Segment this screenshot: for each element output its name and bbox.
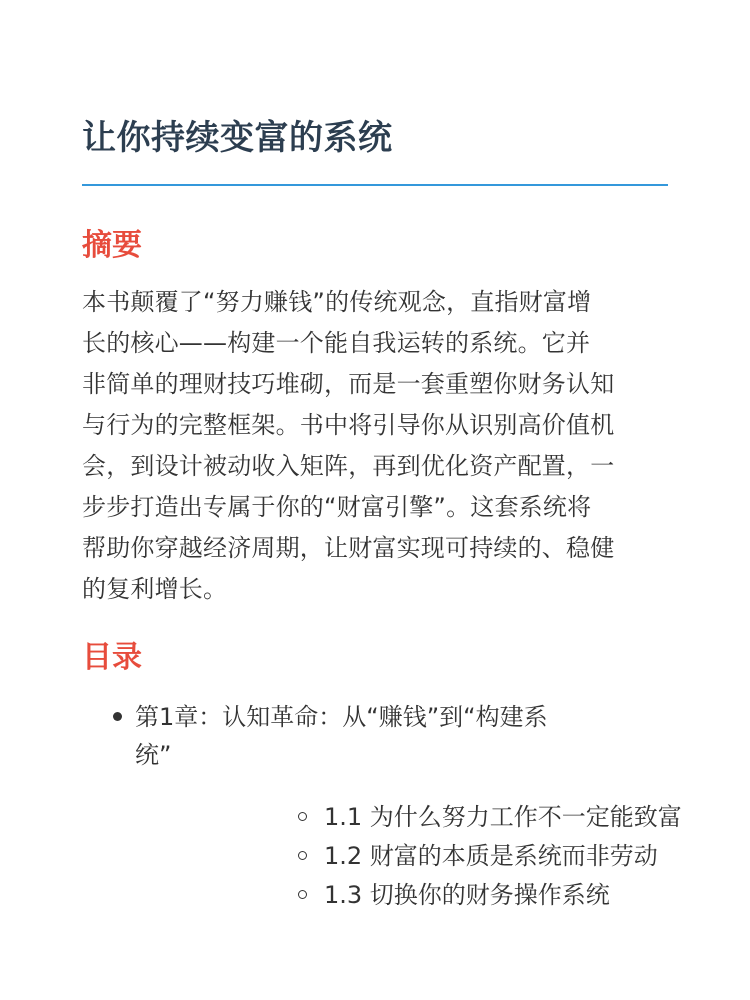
summary-line: 的复利增长。: [82, 575, 228, 603]
summary-line: 非简单的理财技巧堆砌，而是一套重塑你财务认知: [82, 370, 615, 398]
bullet-circle-icon: [298, 851, 307, 860]
summary-heading: 摘要: [82, 228, 142, 263]
page-title: 让你持续变富的系统: [82, 118, 393, 158]
summary-line: 步步打造出专属于你的“财富引擎”。这套系统将: [82, 493, 592, 521]
summary-line: 帮助你穿越经济周期，让财富实现可持续的、稳健: [82, 534, 615, 562]
toc-heading: 目录: [82, 640, 142, 675]
toc-section-item: [135, 876, 750, 914]
title-divider: [82, 184, 668, 186]
table-of-contents: [0, 698, 750, 915]
summary-line: 会，到设计被动收入矩阵，再到优化资产配置，一: [82, 452, 615, 480]
bullet-disc-icon: [113, 712, 122, 721]
section-title: 1.3 切换你的财务操作系统: [324, 881, 610, 909]
toc-section-list: [135, 798, 750, 914]
bullet-circle-icon: [298, 890, 307, 899]
summary-line: 本书颠覆了“努力赚钱”的传统观念，直指财富增: [82, 288, 592, 316]
toc-section-item: [135, 837, 750, 875]
chapter-title-line: 统”: [135, 741, 172, 769]
section-title: 1.2 财富的本质是系统而非劳动: [324, 842, 658, 870]
summary-paragraph: [82, 282, 668, 610]
chapter-title-line: 第1章：认知革命：从“赚钱”到“构建系: [135, 703, 548, 731]
bullet-circle-icon: [298, 812, 307, 821]
toc-chapter-item: [0, 698, 750, 914]
summary-line: 长的核心——构建一个能自我运转的系统。它并: [82, 329, 591, 357]
summary-line: 与行为的完整框架。书中将引导你从识别高价值机: [82, 411, 615, 439]
section-title: 1.1 为什么努力工作不一定能致富: [324, 803, 682, 831]
toc-section-item: [135, 798, 750, 836]
